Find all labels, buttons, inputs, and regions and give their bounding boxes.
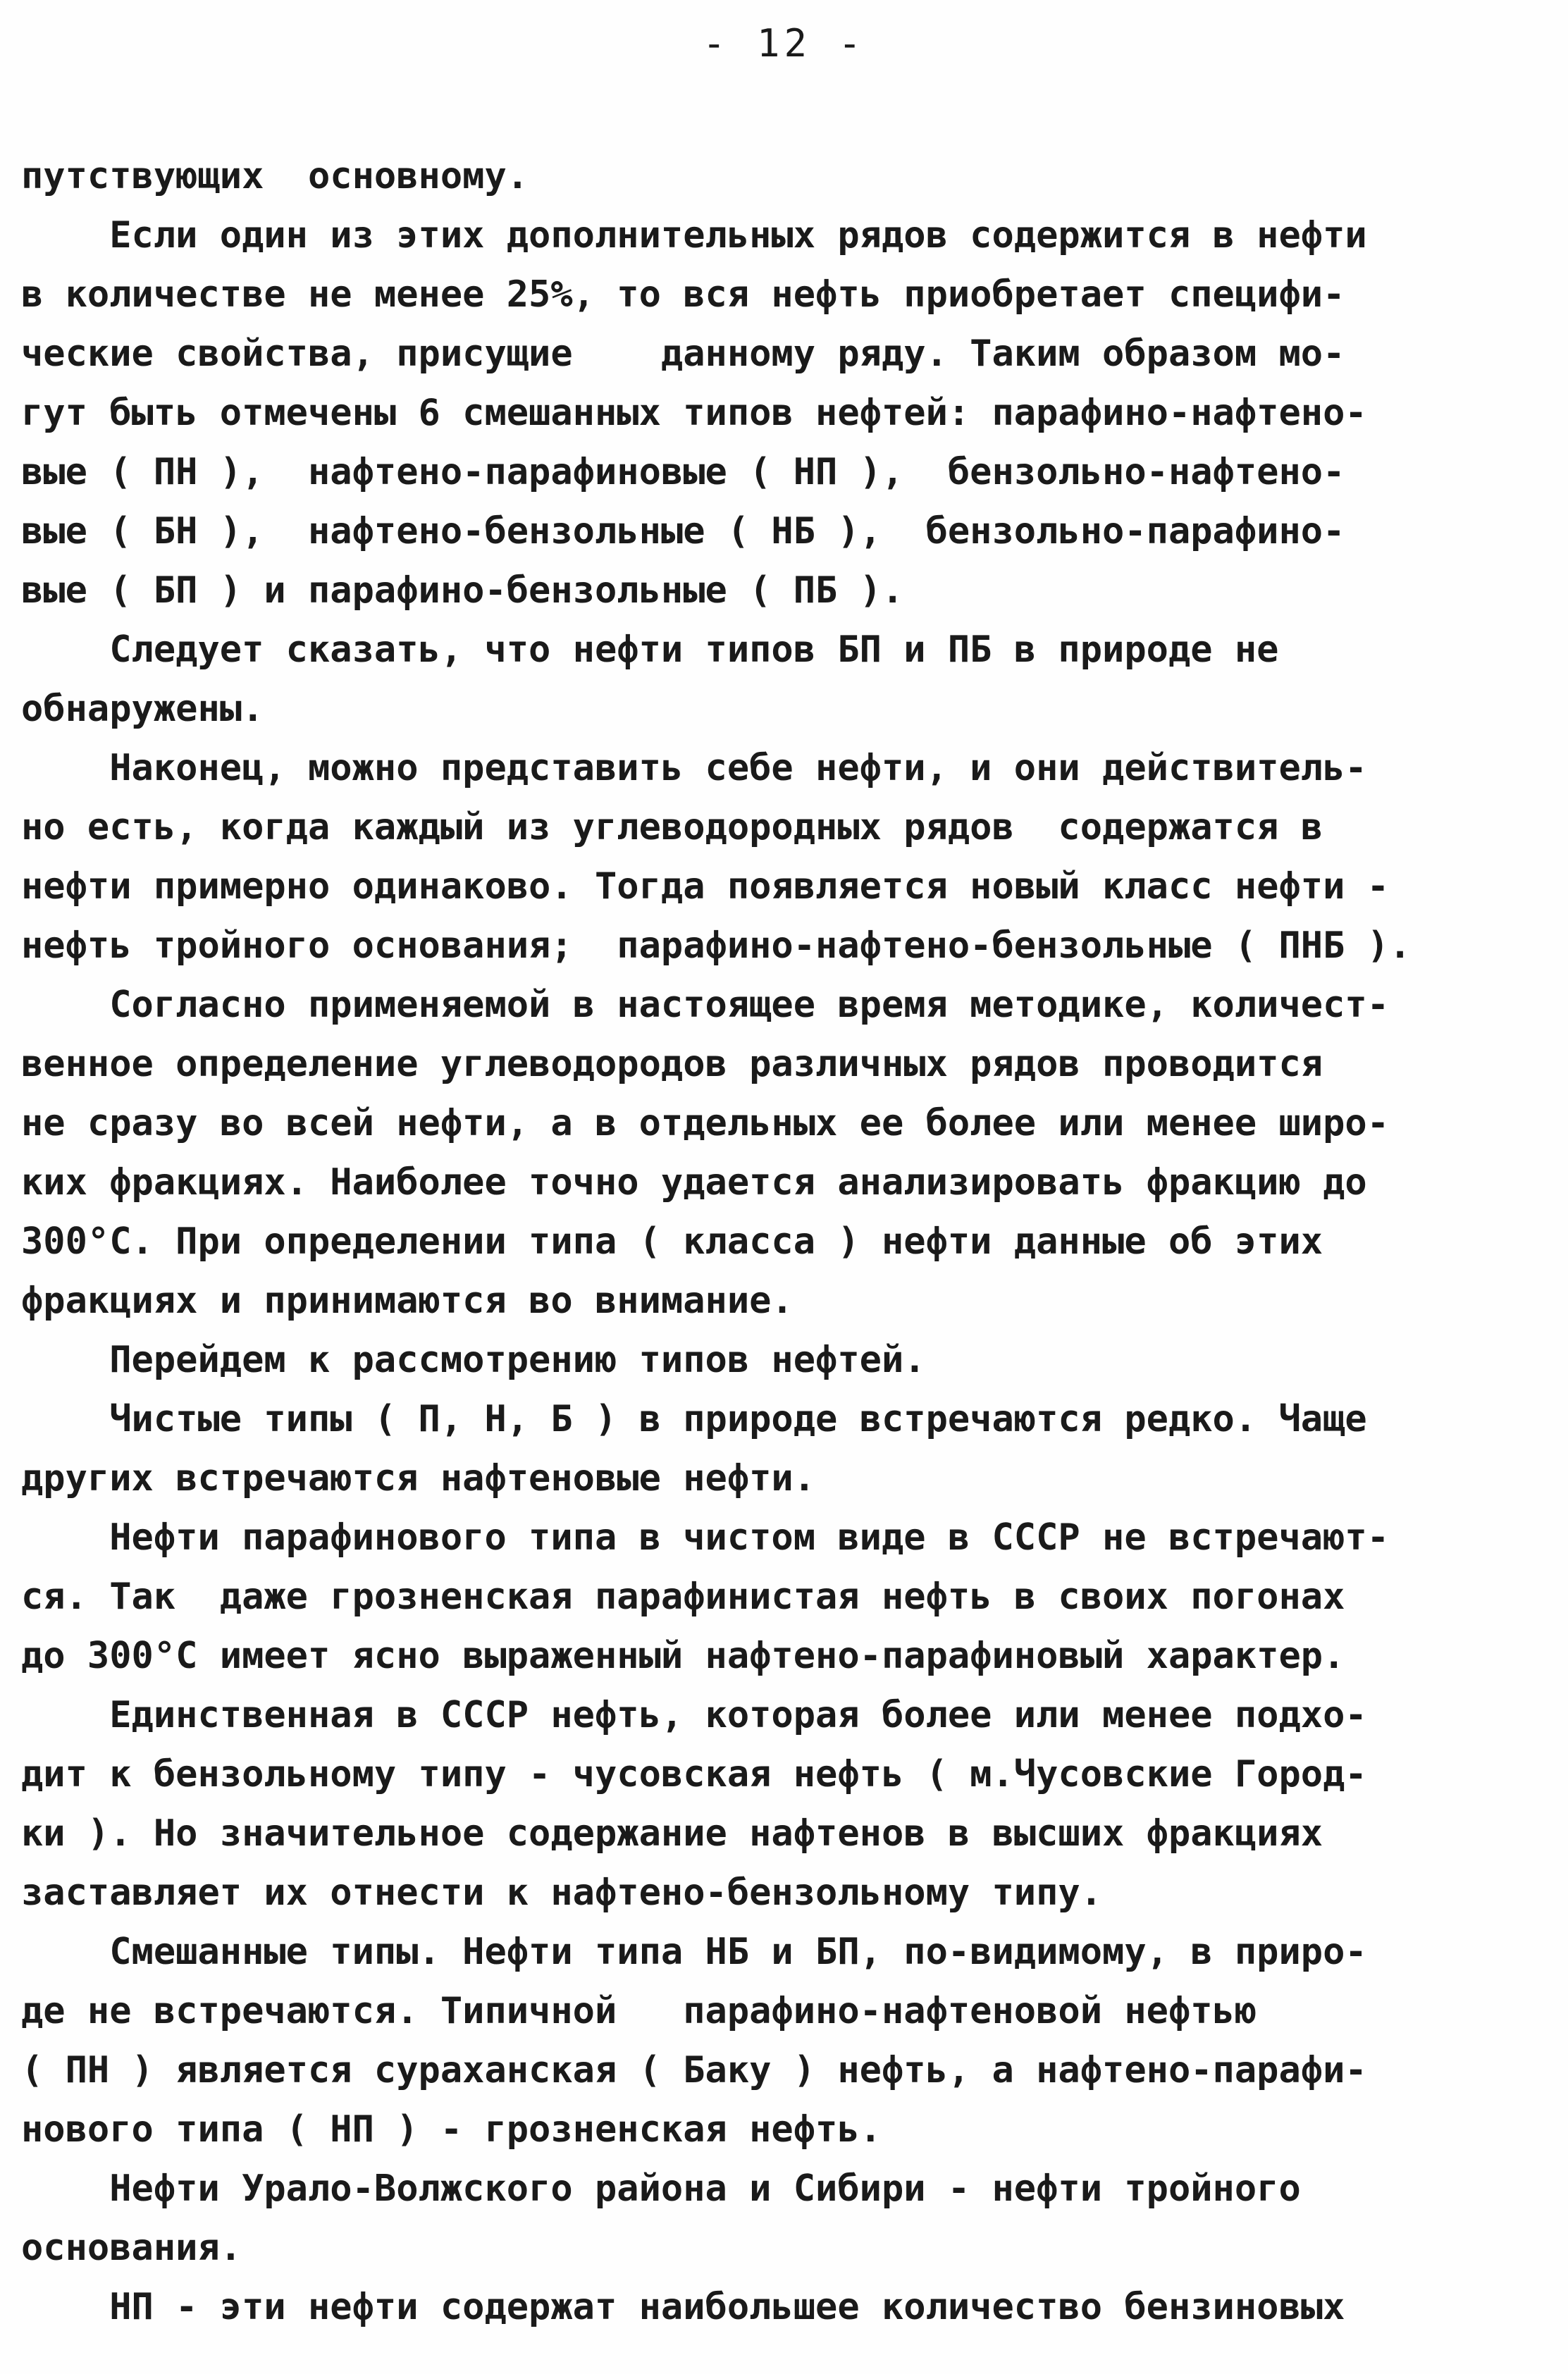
- text-line: до 300°С имеет ясно выраженный нафтено-парафиновый характер.: [21, 1635, 1345, 1677]
- page-number: - 12 -: [702, 21, 866, 66]
- text-line: Единственная в СССР нефть, которая более или менее подхо-: [21, 1694, 1367, 1736]
- text-line: нового типа ( НП ) - грозненская нефть.: [21, 2108, 882, 2151]
- text-line: 300°С. При определении типа ( класса ) нефти данные об этих: [21, 1220, 1323, 1263]
- text-line: де не встречаются. Типичной парафино-нафтеновой нефтью: [21, 1990, 1257, 2032]
- text-line: вые ( БП ) и парафино-бензольные ( ПБ ).: [21, 569, 904, 612]
- text-line: ких фракциях. Наиболее точно удается анализировать фракцию до: [21, 1161, 1367, 1204]
- text-line: НП - эти нефти содержат наибольшее количество бензиновых: [21, 2286, 1345, 2328]
- text-line: венное определение углеводородов различных рядов проводится: [21, 1043, 1323, 1085]
- text-line: дит к бензольному типу - чусовская нефть ( м.Чусовские Город-: [21, 1753, 1367, 1795]
- text-line: Чистые типы ( П, Н, Б ) в природе встречаются редко. Чаще: [21, 1398, 1367, 1440]
- text-line: в количестве не менее 25%, то вся нефть приобретает специфи-: [21, 273, 1345, 316]
- text-line: ки ). Но значительное содержание нафтенов в высших фракциях: [21, 1812, 1323, 1855]
- text-line: вые ( БН ), нафтено-бензольные ( НБ ), бензольно-парафино-: [21, 510, 1345, 552]
- text-line: Следует сказать, что нефти типов БП и ПБ в природе не: [21, 629, 1279, 671]
- text-line: заставляет их отнести к нафтено-бензольному типу.: [21, 1872, 1103, 1914]
- text-line: Если один из этих дополнительных рядов содержится в нефти: [21, 214, 1367, 256]
- text-line: путствующих основному.: [21, 155, 529, 197]
- text-line: вые ( ПН ), нафтено-парафиновые ( НП ), бензольно-нафтено-: [21, 451, 1345, 493]
- text-line: Перейдем к рассмотрению типов нефтей.: [21, 1339, 926, 1381]
- text-line: нефти примерно одинаково. Тогда появляется новый класс нефти -: [21, 865, 1390, 908]
- text-line: фракциях и принимаются во внимание.: [21, 1280, 794, 1322]
- text-line: Нефти Урало-Волжского района и Сибири - нефти тройного: [21, 2168, 1301, 2210]
- text-line: Наконец, можно представить себе нефти, и они действитель-: [21, 747, 1367, 789]
- document-body: [21, 147, 1536, 2337]
- text-line: Нефти парафинового типа в чистом виде в СССР не встречают-: [21, 1516, 1390, 1559]
- text-line: ся. Так даже грозненская парафинистая нефть в своих погонах: [21, 1576, 1345, 1618]
- text-line: других встречаются нафтеновые нефти.: [21, 1457, 816, 1500]
- text-line: ческие свойства, присущие данному ряду. Таким образом мо-: [21, 333, 1345, 375]
- text-line: гут быть отмечены 6 смешанных типов нефтей: парафино-нафтено-: [21, 392, 1367, 434]
- text-line: но есть, когда каждый из углеводородных рядов содержатся в: [21, 806, 1323, 848]
- text-line: нефть тройного основания; парафино-нафтено-бензольные ( ПНБ ).: [21, 925, 1412, 967]
- text-line: обнаружены.: [21, 688, 264, 730]
- text-line: не сразу во всей нефти, а в отдельных ее более или менее широ-: [21, 1102, 1390, 1144]
- text-line: ( ПН ) является сураханская ( Баку ) нефть, а нафтено-парафи-: [21, 2049, 1367, 2091]
- text-line: основания.: [21, 2227, 242, 2269]
- text-line: Согласно применяемой в настоящее время методике, количест-: [21, 984, 1390, 1026]
- text-line: Смешанные типы. Нефти типа НБ и БП, по-видимому, в приро-: [21, 1931, 1367, 1973]
